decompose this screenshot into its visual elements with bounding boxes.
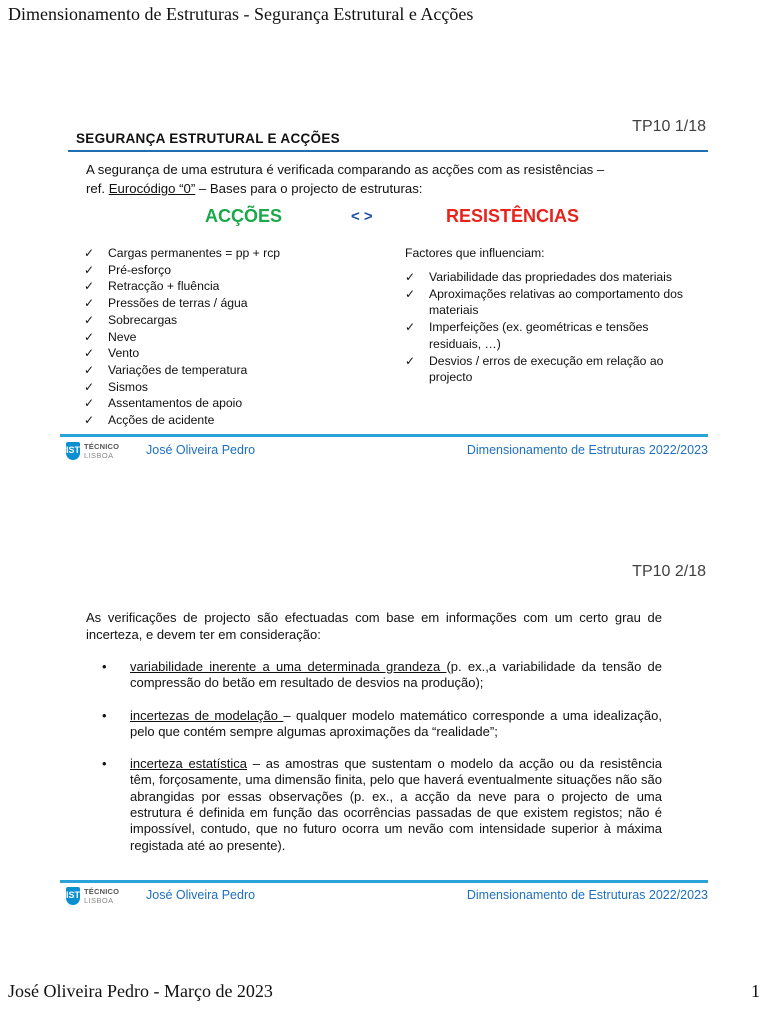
action-item [82,362,362,379]
slide-footer-author: José Oliveira Pedro [146,443,256,457]
uncertainty-description: – as amostras que sustentam o modelo da acção ou da resistência têm, forçosamente, uma dimensão finita, pelo que haverá eventualmente situações não são abrangidas por essas observações (p. ex., a acção da neve para o projecto de uma estrutura é definida em função das ocorrências passadas de que existem registos; não é impossível, contudo, que no futuro ocorra um nevão com intensidade superior à máxima registada até ao presente). [130,756,662,853]
check-icon: ✓ [84,296,95,311]
check-icon: ✓ [84,262,95,277]
action-item [82,329,362,346]
eurocode-reference: Eurocódigo “0” [108,181,196,196]
document-header: Dimensionamento de Estruturas - Segurança Estrutural e Acções [8,4,474,24]
action-item-label: Cargas permanentes = pp + rcp [108,246,281,260]
action-item [82,262,362,279]
document-footer-author-date: José Oliveira Pedro - Março de 2023 [8,981,273,1001]
uncertainty-description: (p. ex.,a variabilidade da tensão de compressão do betão em resultado de desvios na produção); [130,659,663,691]
intro-prefix: ref. [86,181,109,196]
check-icon: ✓ [405,286,416,301]
action-item [82,278,362,295]
intro-line-2 [86,180,422,197]
uncertainty-term: incerteza estatística [130,756,248,772]
action-item [82,312,362,329]
check-icon: ✓ [84,396,95,411]
check-icon: ✓ [405,270,416,284]
bullet-icon: • [102,707,107,723]
slide-footer-author: José Oliveira Pedro [146,888,256,902]
slide-footer-divider [60,434,708,437]
factor-item [403,353,693,386]
shield-icon: IST [66,442,80,460]
title-divider [68,150,708,152]
check-icon: ✓ [84,346,95,361]
factors-heading: Factores que influenciam: [405,246,545,260]
compare-symbol: < > [351,208,373,225]
factor-item [403,269,693,286]
action-item-label: Sismos [108,379,148,394]
action-item [82,395,362,412]
check-icon: ✓ [84,329,95,344]
action-item-label: Acções de acidente [108,413,215,428]
action-item-label: Sobrecargas [108,312,178,327]
uncertainty-description: – qualquer modelo matemático corresponde a uma idealização, pelo que contém sempre algumas aproximações da “realidade”; [130,707,662,739]
slide-2 [60,555,720,910]
factor-item-label: Aproximações relativas ao comportamento dos materiais [429,286,684,318]
logo-text-top: TÉCNICO [84,887,120,896]
tecnico-lisboa-logo [66,440,124,464]
action-item [82,379,362,396]
tecnico-lisboa-logo [66,885,124,909]
action-item-label: Neve [108,329,137,344]
check-icon: ✓ [84,379,95,394]
uncertainty-list [86,659,662,870]
action-item-label: Variações de temperatura [108,362,248,377]
slide-footer-course: Dimensionamento de Estruturas 2022/2023 [466,443,708,457]
slide-title: SEGURANÇA ESTRUTURAL E ACÇÕES [76,131,340,146]
slide-footer-course: Dimensionamento de Estruturas 2022/2023 [466,888,708,902]
check-icon: ✓ [405,353,416,368]
resistances-heading: RESISTÊNCIAS [446,206,580,226]
uncertainty-item [86,756,662,854]
check-icon: ✓ [84,312,95,327]
logo-text-top: TÉCNICO [84,442,120,451]
action-item [82,345,362,362]
action-item-label: Pressões de terras / água [108,296,248,311]
bullet-icon: • [102,659,107,674]
bullet-icon: • [102,756,107,772]
action-item-label: Assentamentos de apoio [108,396,243,411]
page-number: 1 [751,981,760,1001]
uncertainty-item [86,708,662,741]
intro-suffix: – Bases para o projecto de estruturas: [195,181,423,196]
action-item [82,412,362,429]
check-icon: ✓ [84,279,95,294]
factor-item-label: Desvios / erros de execução em relação ao projecto [429,353,664,385]
slide-1 [60,110,720,465]
factor-item-label: Variabilidade das propriedades dos materiais [429,270,672,284]
actions-list [82,245,362,429]
logo-text-bottom: LISBOA [84,451,114,460]
slide-footer-divider [60,880,708,883]
factor-item [403,319,693,352]
uncertainty-term: variabilidade inerente a uma determinada grandeza [130,659,447,674]
intro-line-1: A segurança de uma estrutura é verificada comparando as acções com as resistências – [86,162,605,177]
slide-number: TP10 1/18 [632,118,706,135]
action-item-label: Retracção + fluência [108,279,220,294]
check-icon: ✓ [84,246,95,260]
uncertainty-term: incertezas de modelação [130,707,284,723]
factor-item [403,286,693,319]
action-item-label: Vento [108,346,140,361]
slide-2-intro: As verificações de projecto são efectuadas com base em informações com um certo grau de incerteza, e devem ter em consideração: [86,610,662,642]
factors-list [403,269,693,386]
check-icon: ✓ [84,362,95,377]
slide-number: TP10 2/18 [632,563,706,580]
uncertainty-item [86,659,662,692]
actions-heading: ACÇÕES [205,206,283,226]
action-item-label: Pré-esforço [108,262,171,277]
action-item [82,245,362,262]
logo-text-bottom: LISBOA [84,896,114,905]
shield-icon: IST [66,887,80,905]
factor-item-label: Imperfeições (ex. geométricas e tensões residuais, …) [429,320,649,351]
action-item [82,295,362,312]
check-icon: ✓ [405,320,416,335]
check-icon: ✓ [84,413,95,428]
